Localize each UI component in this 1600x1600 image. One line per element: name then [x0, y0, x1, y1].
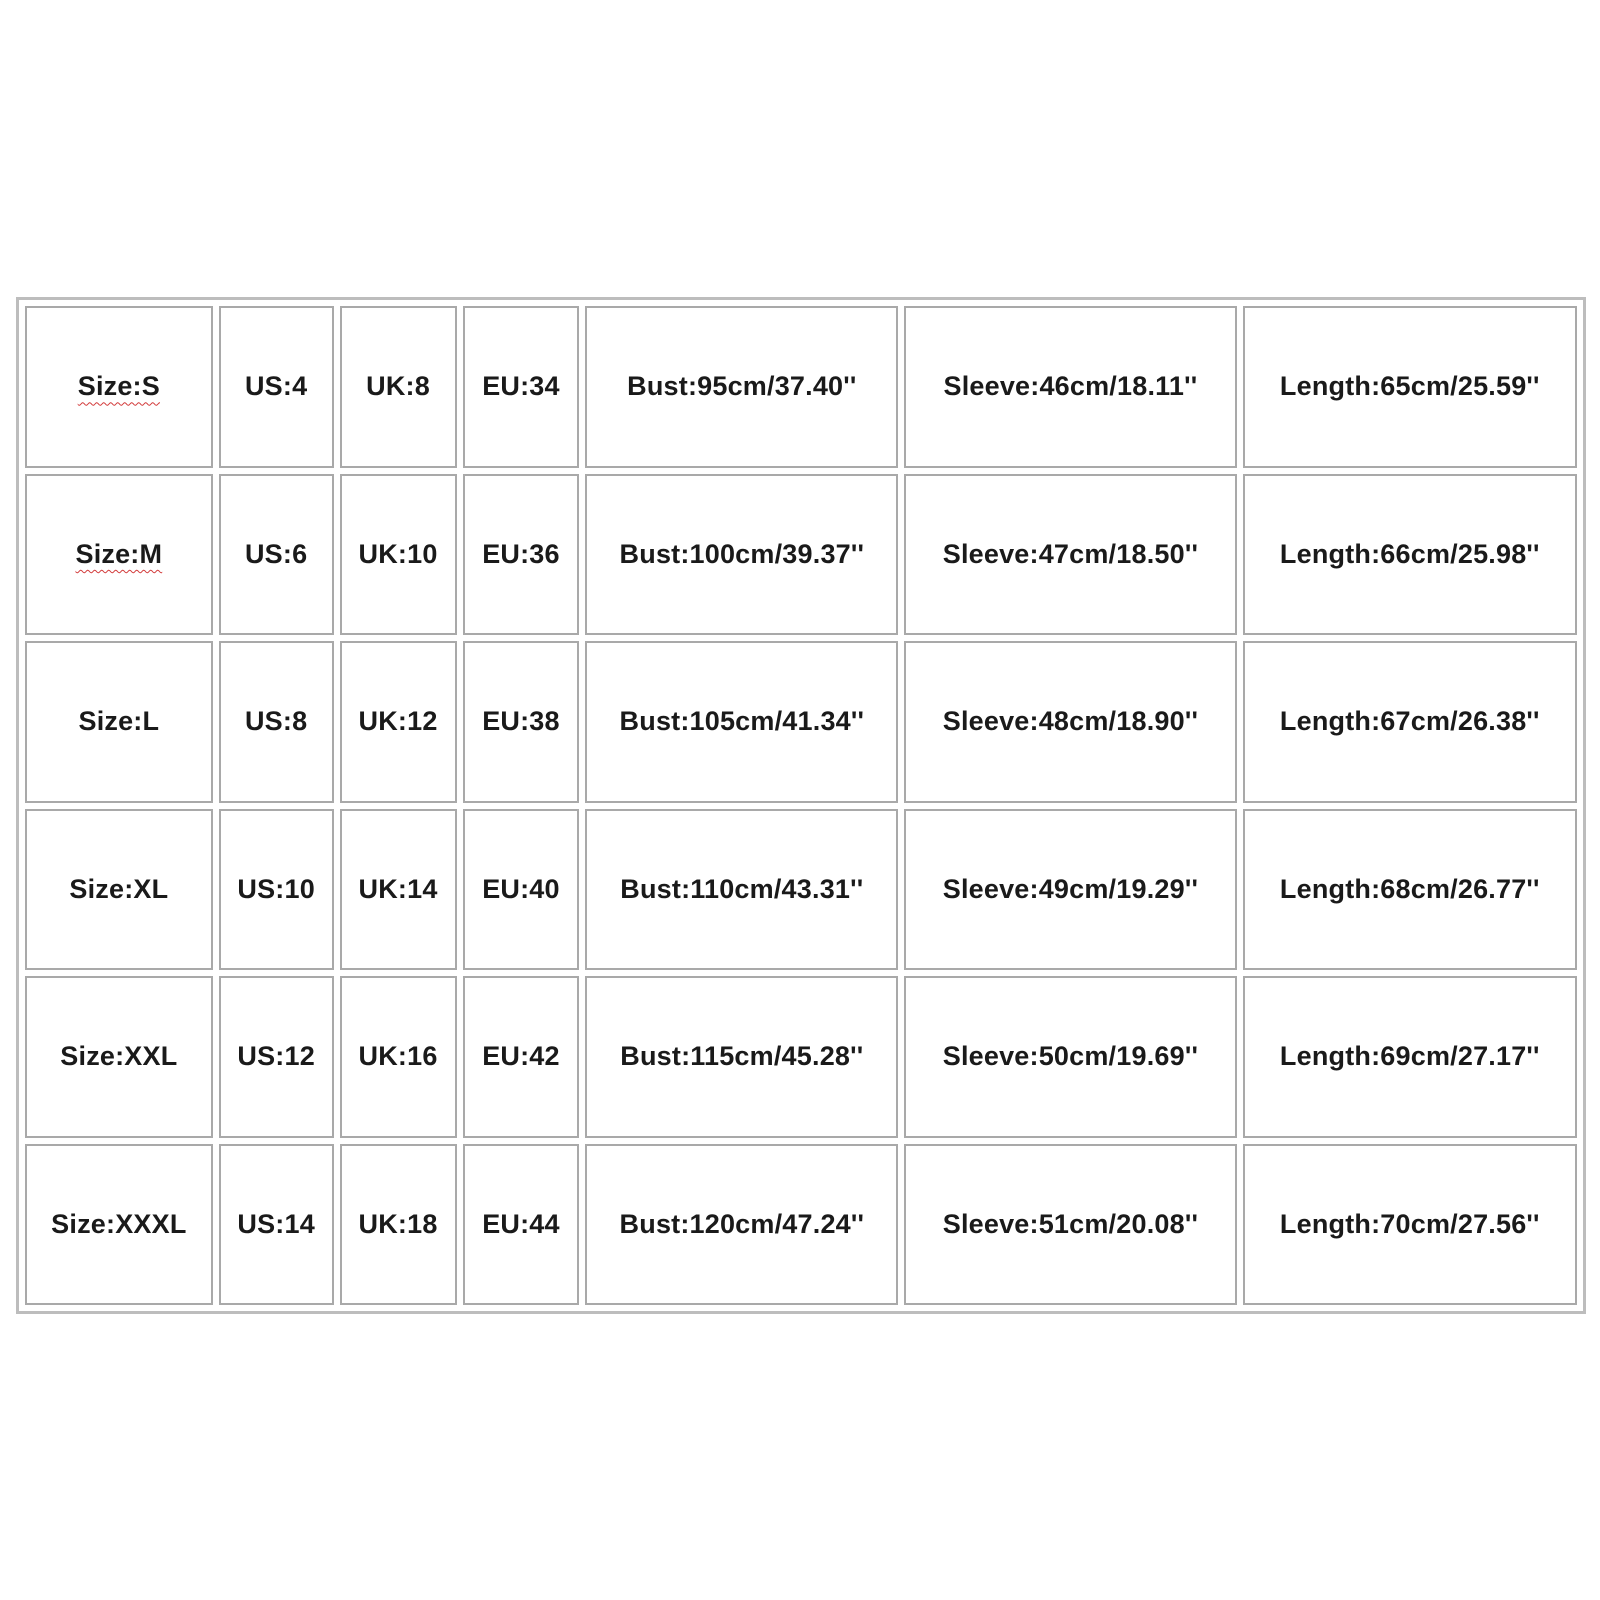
eu-size-cell: EU:42	[463, 976, 580, 1138]
us-size-cell: US:14	[219, 1144, 334, 1306]
length-cell: Length:67cm/26.38''	[1243, 641, 1577, 803]
sleeve-cell: Sleeve:50cm/19.69''	[904, 976, 1236, 1138]
bust-cell: Bust:115cm/45.28''	[585, 976, 898, 1138]
length-cell: Length:68cm/26.77''	[1243, 809, 1577, 971]
size-chart-table	[16, 297, 1586, 1314]
us-size-cell: US:6	[219, 474, 334, 636]
length-cell: Length:65cm/25.59''	[1243, 306, 1577, 468]
table-row	[25, 474, 1577, 636]
uk-size-cell: UK:10	[340, 474, 457, 636]
sleeve-cell: Sleeve:51cm/20.08''	[904, 1144, 1236, 1306]
eu-size-cell: EU:38	[463, 641, 580, 803]
size-cell: Size:XL	[25, 809, 213, 971]
size-cell: Size:XXL	[25, 976, 213, 1138]
bust-cell: Bust:105cm/41.34''	[585, 641, 898, 803]
eu-size-cell: EU:36	[463, 474, 580, 636]
length-cell: Length:66cm/25.98''	[1243, 474, 1577, 636]
uk-size-cell: UK:14	[340, 809, 457, 971]
sleeve-cell: Sleeve:49cm/19.29''	[904, 809, 1236, 971]
bust-cell: Bust:110cm/43.31''	[585, 809, 898, 971]
table-row	[25, 641, 1577, 803]
table-row	[25, 976, 1577, 1138]
size-label: Size:S	[77, 371, 160, 402]
sleeve-cell: Sleeve:47cm/18.50''	[904, 474, 1236, 636]
size-label: Size:M	[75, 538, 163, 569]
length-cell: Length:70cm/27.56''	[1243, 1144, 1577, 1306]
table-row	[25, 1144, 1577, 1306]
bust-cell: Bust:95cm/37.40''	[585, 306, 898, 468]
table-row	[25, 306, 1577, 468]
size-cell	[25, 306, 213, 468]
us-size-cell: US:12	[219, 976, 334, 1138]
uk-size-cell: UK:12	[340, 641, 457, 803]
us-size-cell: US:4	[219, 306, 334, 468]
eu-size-cell: EU:34	[463, 306, 580, 468]
size-cell	[25, 474, 213, 636]
eu-size-cell: EU:40	[463, 809, 580, 971]
uk-size-cell: UK:18	[340, 1144, 457, 1306]
us-size-cell: US:10	[219, 809, 334, 971]
size-cell: Size:L	[25, 641, 213, 803]
uk-size-cell: UK:8	[340, 306, 457, 468]
bust-cell: Bust:120cm/47.24''	[585, 1144, 898, 1306]
table-row	[25, 809, 1577, 971]
bust-cell: Bust:100cm/39.37''	[585, 474, 898, 636]
size-cell: Size:XXXL	[25, 1144, 213, 1306]
us-size-cell: US:8	[219, 641, 334, 803]
sleeve-cell: Sleeve:46cm/18.11''	[904, 306, 1236, 468]
length-cell: Length:69cm/27.17''	[1243, 976, 1577, 1138]
uk-size-cell: UK:16	[340, 976, 457, 1138]
eu-size-cell: EU:44	[463, 1144, 580, 1306]
sleeve-cell: Sleeve:48cm/18.90''	[904, 641, 1236, 803]
